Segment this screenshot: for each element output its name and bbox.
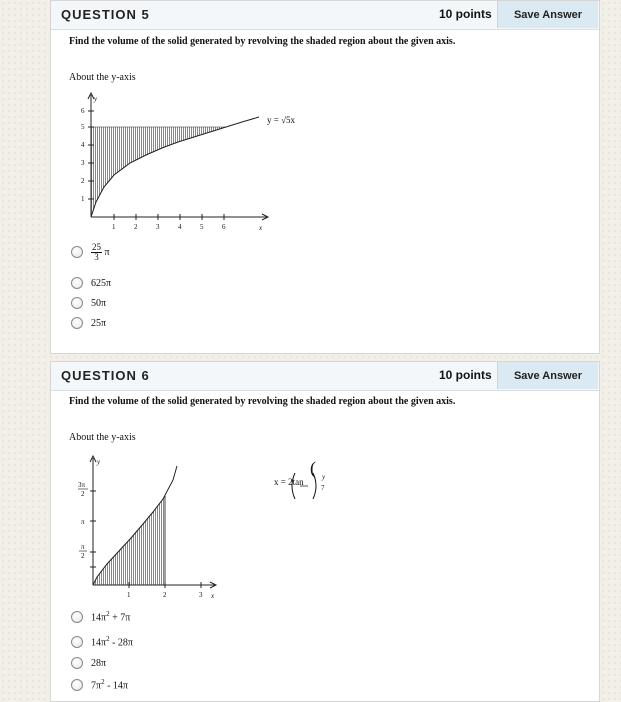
svg-text:(: ( bbox=[310, 458, 316, 478]
question-5-card bbox=[50, 0, 600, 354]
question-5-choice-2[interactable]: 625π bbox=[71, 274, 111, 292]
svg-text:y: y bbox=[322, 473, 326, 481]
radio-button[interactable] bbox=[71, 679, 83, 691]
question-6-save-answer-button[interactable]: Save Answer bbox=[497, 362, 598, 389]
question-6-choice-1[interactable]: $14\pi^2 + 7\pi$ bbox=[71, 608, 130, 626]
question-6-choice-3[interactable]: 28π bbox=[71, 654, 106, 672]
question-6-x-axis-label: x bbox=[211, 592, 215, 600]
y-tick-4: 4 bbox=[81, 141, 85, 149]
question-5-x-axis-label: x bbox=[259, 224, 263, 232]
question-6-title: QUESTION 6 bbox=[61, 368, 150, 383]
y-tick-3pi-over-2-num: 3π bbox=[78, 481, 86, 489]
x-tick-5: 5 bbox=[200, 223, 204, 231]
y-tick-pi-over-2-num: π bbox=[81, 543, 85, 551]
question-5-save-answer-button[interactable]: Save Answer bbox=[497, 1, 598, 28]
radio-button[interactable] bbox=[71, 636, 83, 648]
question-5-prompt: Find the volume of the solid generated by revolving the shaded region about the given axis. bbox=[69, 36, 456, 47]
y-tick-1: 1 bbox=[81, 195, 85, 203]
y-tick-2: 2 bbox=[81, 177, 85, 185]
x-tick-2: 2 bbox=[163, 591, 167, 599]
x-tick-1: 1 bbox=[112, 223, 116, 231]
question-6-graph bbox=[77, 452, 326, 602]
radio-button[interactable] bbox=[71, 657, 83, 669]
x-tick-1: 1 bbox=[127, 591, 131, 599]
question-5-title: QUESTION 5 bbox=[61, 7, 150, 22]
question-6-axis-note: About the y-axis bbox=[69, 432, 136, 443]
question-6-choice-2[interactable]: $14\pi^2 - 28\pi$ bbox=[71, 633, 133, 651]
x-tick-4: 4 bbox=[178, 223, 182, 231]
y-tick-3: 3 bbox=[81, 159, 85, 167]
question-6-y-axis-label: y bbox=[97, 458, 101, 466]
y-tick-pi: π bbox=[81, 518, 85, 526]
x-tick-6: 6 bbox=[222, 223, 226, 231]
question-6-points: 10 points bbox=[439, 368, 492, 382]
radio-button[interactable] bbox=[71, 246, 83, 258]
question-5-graph bbox=[79, 89, 299, 237]
y-tick-pi-over-2-den: 2 bbox=[81, 552, 85, 560]
x-tick-3: 3 bbox=[199, 591, 203, 599]
question-5-points: 10 points bbox=[439, 7, 492, 21]
question-5-shaded-region bbox=[91, 127, 226, 217]
y-tick-5: 5 bbox=[81, 123, 85, 131]
radio-button[interactable] bbox=[71, 317, 83, 329]
svg-text:7: 7 bbox=[321, 484, 325, 492]
radio-button[interactable] bbox=[71, 297, 83, 309]
radio-button[interactable] bbox=[71, 277, 83, 289]
question-5-choice-4[interactable]: 25π bbox=[71, 314, 106, 332]
question-5-header bbox=[51, 1, 599, 30]
question-5-choice-3[interactable]: 50π bbox=[71, 294, 106, 312]
svg-text:x = 2tan: x = 2tan bbox=[274, 477, 304, 487]
question-6-card bbox=[50, 361, 600, 702]
question-5-choice-1[interactable]: $\frac{25}{3}$ π bbox=[71, 243, 110, 261]
y-tick-6: 6 bbox=[81, 107, 85, 115]
y-tick-3pi-over-2-den: 2 bbox=[81, 490, 85, 498]
question-6-equation-fraction bbox=[287, 471, 321, 501]
question-6-header bbox=[51, 362, 599, 391]
question-5-y-axis-label: y bbox=[94, 95, 98, 103]
radio-button[interactable] bbox=[71, 611, 83, 623]
x-tick-3: 3 bbox=[156, 223, 160, 231]
question-6-choice-4[interactable]: $7\pi^2 - 14\pi$ bbox=[71, 676, 128, 694]
question-5-axis-note: About the y-axis bbox=[69, 72, 136, 83]
x-tick-2: 2 bbox=[134, 223, 138, 231]
question-5-equation: y = √5x bbox=[267, 115, 296, 125]
question-6-prompt: Find the volume of the solid generated by revolving the shaded region about the given axis. bbox=[69, 396, 456, 407]
